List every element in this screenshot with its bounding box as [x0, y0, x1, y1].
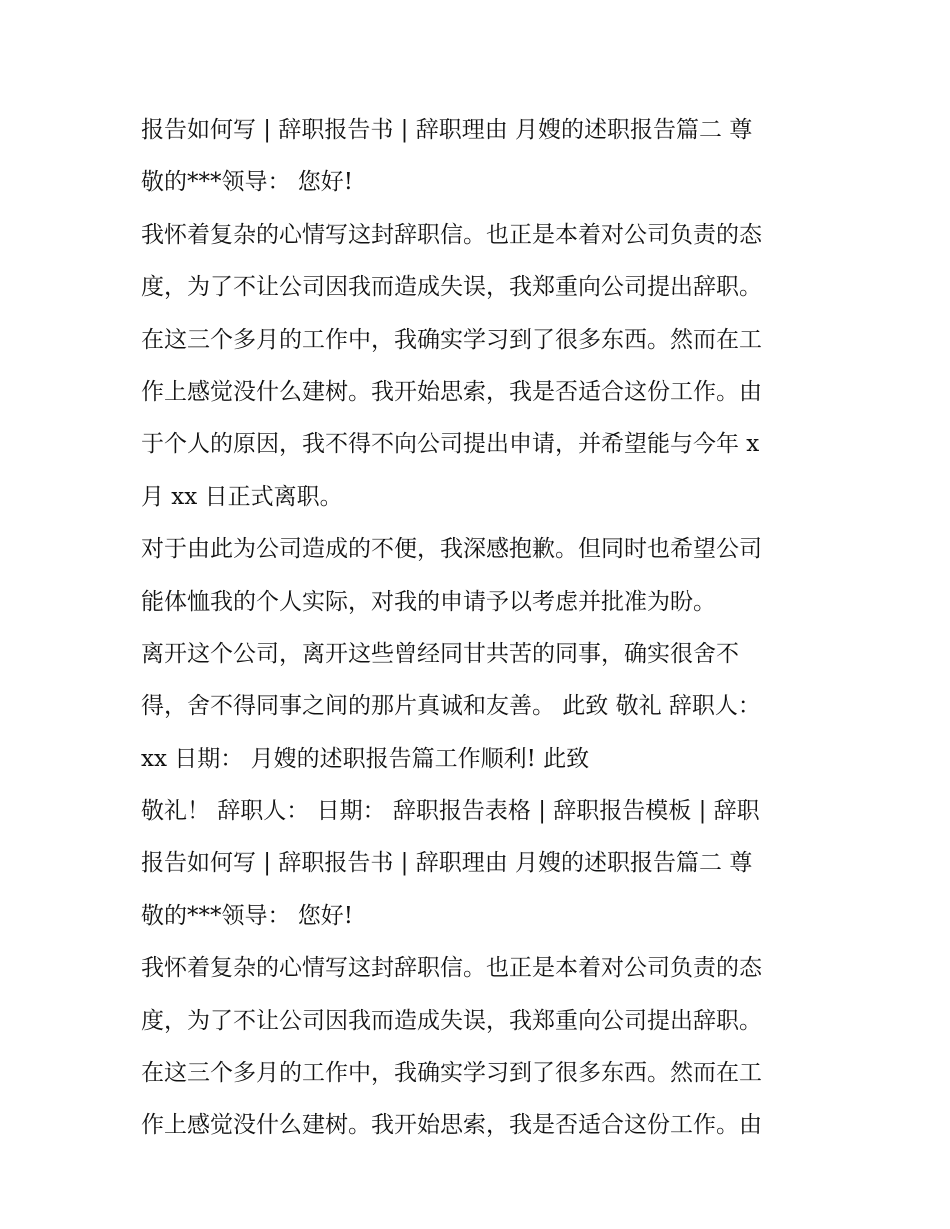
- text-line: 度，为了不让公司因我而造成失误，我郑重向公司提出辞职。: [141, 274, 762, 301]
- text-line: 离开这个公司，离开这些曾经同甘共苦的同事，确实很舍不: [141, 640, 739, 667]
- text-line: 得，舍不得同事之间的那片真诚和友善。 此致 敬礼 辞职人：: [141, 693, 761, 720]
- text-line: 能体恤我的个人实际，对我的申请予以考虑并批准为盼。: [141, 588, 716, 615]
- text-line: 敬的***领导： 您好!: [141, 169, 354, 196]
- text-line: 报告如何写 | 辞职报告书 | 辞职理由 月嫂的述职报告篇二 尊: [141, 850, 753, 877]
- text-line: 在这三个多月的工作中，我确实学习到了很多东西。然而在工: [141, 326, 762, 353]
- text-line: 对于由此为公司造成的不便，我深感抱歉。但同时也希望公司: [141, 536, 762, 563]
- text-line: 报告如何写 | 辞职报告书 | 辞职理由 月嫂的述职报告篇二 尊: [141, 117, 753, 143]
- text-line: 敬礼！ 辞职人： 日期： 辞职报告表格 | 辞职报告模板 | 辞职: [141, 798, 760, 825]
- text-line: 作上感觉没什么建树。我开始思索，我是否适合这份工作。由: [141, 1112, 762, 1139]
- document-body: [141, 104, 821, 1152]
- text-line: 敬的***领导： 您好!: [141, 902, 354, 929]
- text-line: 在这三个多月的工作中，我确实学习到了很多东西。然而在工: [141, 1060, 762, 1087]
- text-line: 月 xx 日正式离职。: [141, 483, 343, 510]
- text-line: 作上感觉没什么建树。我开始思索，我是否适合这份工作。由: [141, 378, 762, 405]
- text-line: 于个人的原因，我不得不向公司提出申请，并希望能与今年 x: [141, 431, 760, 458]
- text-line: 我怀着复杂的心情写这封辞职信。也正是本着对公司负责的态: [141, 955, 762, 982]
- text-line: 度，为了不让公司因我而造成失误，我郑重向公司提出辞职。: [141, 1007, 762, 1034]
- text-line: xx 日期： 月嫂的述职报告篇工作顺利! 此致: [141, 745, 590, 772]
- text-line: 我怀着复杂的心情写这封辞职信。也正是本着对公司负责的态: [141, 221, 762, 248]
